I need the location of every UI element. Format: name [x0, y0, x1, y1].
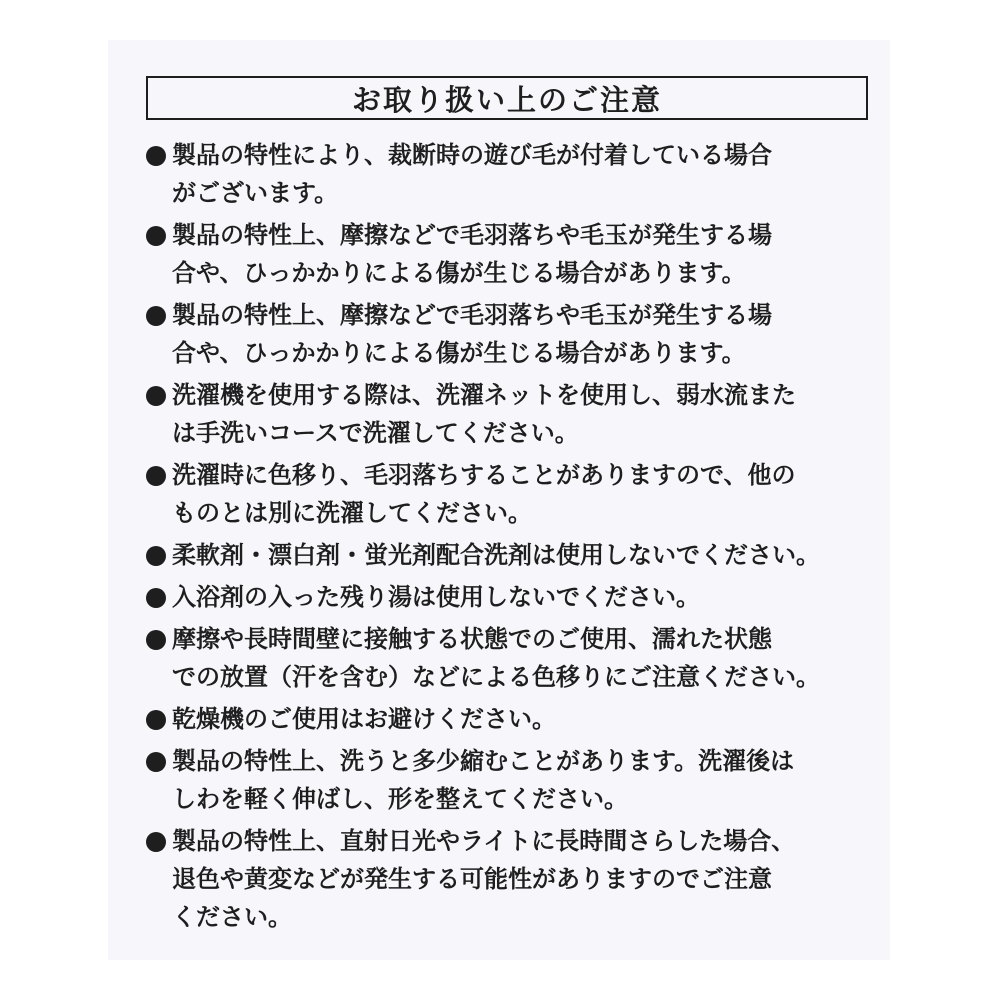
notice-item [146, 456, 876, 532]
notice-item [146, 376, 876, 452]
notice-text: 製品の特性上、摩擦などで毛羽落ちや毛玉が発生する場 合や、ひっかかりによる傷が生じる場合があります。 [172, 301, 772, 367]
notice-item [146, 536, 876, 574]
notice-text: 製品の特性上、摩擦などで毛羽落ちや毛玉が発生する場 合や、ひっかかりによる傷が生じる場合があります。 [172, 221, 772, 287]
bullet-icon [146, 752, 166, 772]
notice-text: 乾燥機のご使用はお避けください。 [172, 705, 556, 733]
bullet-icon [146, 386, 166, 406]
notice-text: 洗濯機を使用する際は、洗濯ネットを使用し、弱水流また は手洗いコースで洗濯してください。 [172, 381, 796, 447]
notice-item [146, 578, 876, 616]
notice-item [146, 822, 876, 936]
notice-list [146, 136, 876, 940]
notice-item [146, 296, 876, 372]
bullet-icon [146, 306, 166, 326]
notice-text: 製品の特性上、直射日光やライトに長時間さらした場合、 退色や黄変などが発生する可能性がありますのでご注意 ください。 [172, 827, 796, 931]
bullet-icon [146, 588, 166, 608]
notice-item [146, 742, 876, 818]
notice-item [146, 216, 876, 292]
notice-text: 摩擦や長時間壁に接触する状態でのご使用、濡れた状態 での放置（汗を含む）などによる色移りにご注意ください。 [172, 625, 820, 691]
notice-text: 柔軟剤・漂白剤・蛍光剤配合洗剤は使用しないでください。 [172, 541, 820, 569]
notice-text: 製品の特性により、裁断時の遊び毛が付着している場合 がございます。 [172, 141, 772, 207]
notice-text: 入浴剤の入った残り湯は使用しないでください。 [172, 583, 700, 611]
bullet-icon [146, 630, 166, 650]
care-notice-sheet [108, 40, 890, 960]
bullet-icon [146, 546, 166, 566]
notice-item [146, 620, 876, 696]
notice-text: 洗濯時に色移り、毛羽落ちすることがありますので、他の ものとは別に洗濯してください。 [172, 461, 796, 527]
bullet-icon [146, 832, 166, 852]
title-box [146, 76, 868, 120]
bullet-icon [146, 466, 166, 486]
notice-text: 製品の特性上、洗うと多少縮むことがあります。洗濯後は しわを軽く伸ばし、形を整えてください。 [172, 747, 795, 813]
notice-item [146, 700, 876, 738]
bullet-icon [146, 226, 166, 246]
bullet-icon [146, 710, 166, 730]
notice-item [146, 136, 876, 212]
page-title: お取り扱い上のご注意 [351, 82, 662, 117]
bullet-icon [146, 146, 166, 166]
